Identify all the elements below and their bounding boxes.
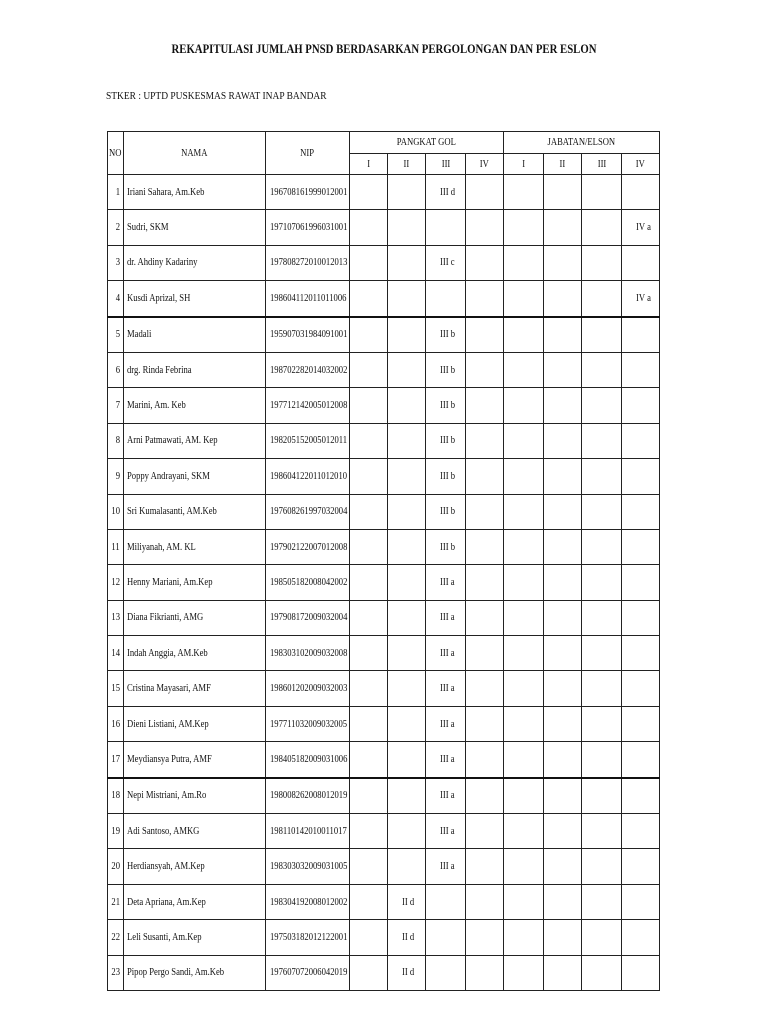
- row-eselon-3: [582, 849, 622, 884]
- row-eselon-2: [544, 494, 582, 529]
- row-gol-1: [350, 317, 388, 353]
- row-nip: 197908172009032004: [266, 600, 350, 635]
- row-eselon-1: [504, 955, 544, 990]
- row-gol-2: [388, 317, 426, 353]
- row-gol-2: II d: [388, 884, 426, 919]
- row-eselon-3: [582, 459, 622, 494]
- row-eselon-4: IV a: [622, 210, 660, 245]
- row-gol-4: [466, 423, 504, 458]
- row-gol-1: [350, 778, 388, 814]
- row-nip: 198604112011011006: [266, 281, 350, 317]
- row-nama: Herdiansyah, AM.Kep: [124, 849, 266, 884]
- row-no: 18: [108, 778, 124, 814]
- row-eselon-2: [544, 778, 582, 814]
- row-eselon-2: [544, 955, 582, 990]
- row-gol-4: [466, 352, 504, 387]
- row-eselon-3: [582, 920, 622, 955]
- row-gol-1: [350, 423, 388, 458]
- row-eselon-1: [504, 636, 544, 671]
- row-gol-1: [350, 494, 388, 529]
- table-row: [108, 317, 660, 353]
- row-gol-4: [466, 317, 504, 353]
- row-eselon-2: [544, 706, 582, 741]
- row-gol-4: [466, 706, 504, 741]
- row-no: 5: [108, 317, 124, 353]
- row-gol-1: [350, 388, 388, 423]
- row-eselon-4: [622, 459, 660, 494]
- table-row: [108, 423, 660, 458]
- row-eselon-1: [504, 245, 544, 280]
- header-no: NO: [108, 132, 124, 175]
- row-eselon-3: [582, 955, 622, 990]
- row-eselon-4: [622, 742, 660, 778]
- row-gol-2: [388, 281, 426, 317]
- table-row: [108, 529, 660, 564]
- row-eselon-2: [544, 742, 582, 778]
- row-no: 23: [108, 955, 124, 990]
- row-gol-2: II d: [388, 955, 426, 990]
- row-eselon-4: [622, 600, 660, 635]
- row-eselon-1: [504, 920, 544, 955]
- row-eselon-1: [504, 281, 544, 317]
- table-row: [108, 814, 660, 849]
- row-nip: 198405182009031006: [266, 742, 350, 778]
- row-gol-4: [466, 955, 504, 990]
- row-eselon-3: [582, 494, 622, 529]
- row-gol-2: [388, 671, 426, 706]
- row-eselon-1: [504, 565, 544, 600]
- row-gol-3: III d: [426, 175, 466, 210]
- row-eselon-4: [622, 423, 660, 458]
- row-eselon-2: [544, 671, 582, 706]
- row-gol-3: [426, 281, 466, 317]
- row-eselon-2: [544, 423, 582, 458]
- row-nama: drg. Rinda Febrina: [124, 352, 266, 387]
- row-gol-4: [466, 388, 504, 423]
- table-row: [108, 494, 660, 529]
- row-nip: 197503182012122001: [266, 920, 350, 955]
- row-nip: 198604122011012010: [266, 459, 350, 494]
- row-eselon-4: [622, 778, 660, 814]
- row-nama: dr. Ahdiny Kadariny: [124, 245, 266, 280]
- row-gol-1: [350, 706, 388, 741]
- row-eselon-3: [582, 565, 622, 600]
- row-eselon-2: [544, 600, 582, 635]
- row-eselon-4: [622, 388, 660, 423]
- row-gol-3: III b: [426, 352, 466, 387]
- row-no: 11: [108, 529, 124, 564]
- row-nama: Meydiansya Putra, AMF: [124, 742, 266, 778]
- row-nip: 197712142005012008: [266, 388, 350, 423]
- table-body: [108, 175, 660, 991]
- row-gol-1: [350, 245, 388, 280]
- row-eselon-3: [582, 671, 622, 706]
- row-no: 6: [108, 352, 124, 387]
- row-eselon-4: IV a: [622, 281, 660, 317]
- row-gol-1: [350, 565, 388, 600]
- row-gol-4: [466, 210, 504, 245]
- row-nama: Sri Kumalasanti, AM.Keb: [124, 494, 266, 529]
- row-gol-3: III b: [426, 423, 466, 458]
- row-gol-3: III b: [426, 317, 466, 353]
- row-eselon-1: [504, 210, 544, 245]
- row-eselon-1: [504, 671, 544, 706]
- table-row: [108, 884, 660, 919]
- table-row: [108, 955, 660, 990]
- row-nip: 198304192008012002: [266, 884, 350, 919]
- row-eselon-4: [622, 565, 660, 600]
- header-eselon-iv: IV: [622, 154, 660, 175]
- row-eselon-2: [544, 352, 582, 387]
- row-no: 9: [108, 459, 124, 494]
- row-gol-3: III a: [426, 742, 466, 778]
- row-gol-1: [350, 636, 388, 671]
- row-gol-4: [466, 529, 504, 564]
- row-gol-3: [426, 210, 466, 245]
- row-nip: 197902122007012008: [266, 529, 350, 564]
- row-nama: Miliyanah, AM. KL: [124, 529, 266, 564]
- row-nama: Dieni Listiani, AM.Kep: [124, 706, 266, 741]
- row-gol-3: III a: [426, 565, 466, 600]
- row-eselon-3: [582, 175, 622, 210]
- row-gol-2: [388, 352, 426, 387]
- row-gol-4: [466, 742, 504, 778]
- row-eselon-1: [504, 884, 544, 919]
- row-gol-1: [350, 849, 388, 884]
- row-eselon-1: [504, 529, 544, 564]
- header-eselon-iii: III: [582, 154, 622, 175]
- row-eselon-3: [582, 778, 622, 814]
- row-nip: 195907031984091001: [266, 317, 350, 353]
- table-row: [108, 352, 660, 387]
- row-gol-2: [388, 778, 426, 814]
- table-row: [108, 849, 660, 884]
- header-gol-ii: II: [388, 154, 426, 175]
- row-eselon-1: [504, 494, 544, 529]
- table-row: [108, 920, 660, 955]
- row-nip: 198303102009032008: [266, 636, 350, 671]
- row-nip: 197107061996031001: [266, 210, 350, 245]
- table-row: [108, 245, 660, 280]
- row-eselon-2: [544, 175, 582, 210]
- row-no: 2: [108, 210, 124, 245]
- row-eselon-3: [582, 814, 622, 849]
- header-pangkat-gol: PANGKAT GOL: [350, 132, 504, 154]
- row-gol-2: [388, 565, 426, 600]
- row-eselon-1: [504, 814, 544, 849]
- row-eselon-4: [622, 175, 660, 210]
- table-row: [108, 459, 660, 494]
- row-gol-3: [426, 920, 466, 955]
- row-nama: Leli Susanti, Am.Kep: [124, 920, 266, 955]
- row-gol-2: [388, 175, 426, 210]
- row-gol-3: III a: [426, 671, 466, 706]
- row-gol-2: [388, 849, 426, 884]
- row-gol-4: [466, 245, 504, 280]
- row-nip: 198601202009032003: [266, 671, 350, 706]
- row-eselon-1: [504, 778, 544, 814]
- row-nama: Iriani Sahara, Am.Keb: [124, 175, 266, 210]
- table-row: [108, 636, 660, 671]
- row-gol-4: [466, 671, 504, 706]
- row-nama: Pipop Pergo Sandi, Am.Keb: [124, 955, 266, 990]
- header-nip: NIP: [266, 132, 350, 175]
- row-no: 3: [108, 245, 124, 280]
- table-row: [108, 565, 660, 600]
- row-eselon-1: [504, 317, 544, 353]
- row-eselon-3: [582, 245, 622, 280]
- row-gol-4: [466, 600, 504, 635]
- row-gol-1: [350, 175, 388, 210]
- row-gol-3: III a: [426, 814, 466, 849]
- table-row: [108, 210, 660, 245]
- work-unit-line: STKER : UPTD PUSKESMAS RAWAT INAP BANDAR: [106, 90, 327, 102]
- row-eselon-4: [622, 955, 660, 990]
- row-eselon-2: [544, 920, 582, 955]
- row-nama: Deta Apriana, Am.Kep: [124, 884, 266, 919]
- row-nama: Marini, Am. Keb: [124, 388, 266, 423]
- row-nama: Adi Santoso, AMKG: [124, 814, 266, 849]
- row-no: 13: [108, 600, 124, 635]
- row-eselon-2: [544, 565, 582, 600]
- row-nama: Henny Mariani, Am.Kep: [124, 565, 266, 600]
- row-nama: Indah Anggia, AM.Keb: [124, 636, 266, 671]
- row-gol-2: [388, 210, 426, 245]
- row-nip: 196708161999012001: [266, 175, 350, 210]
- row-no: 10: [108, 494, 124, 529]
- row-gol-4: [466, 849, 504, 884]
- row-eselon-3: [582, 352, 622, 387]
- row-eselon-2: [544, 210, 582, 245]
- row-eselon-2: [544, 388, 582, 423]
- row-eselon-3: [582, 884, 622, 919]
- table-row: [108, 388, 660, 423]
- row-eselon-3: [582, 636, 622, 671]
- row-eselon-2: [544, 529, 582, 564]
- row-eselon-3: [582, 742, 622, 778]
- row-gol-2: [388, 459, 426, 494]
- row-no: 15: [108, 671, 124, 706]
- row-gol-1: [350, 742, 388, 778]
- row-eselon-3: [582, 281, 622, 317]
- row-gol-1: [350, 529, 388, 564]
- row-nip: 197607072006042019: [266, 955, 350, 990]
- row-nip: 198008262008012019: [266, 778, 350, 814]
- row-gol-4: [466, 636, 504, 671]
- row-gol-3: III a: [426, 636, 466, 671]
- row-eselon-3: [582, 317, 622, 353]
- row-eselon-1: [504, 352, 544, 387]
- row-eselon-4: [622, 884, 660, 919]
- row-gol-1: [350, 600, 388, 635]
- row-no: 7: [108, 388, 124, 423]
- table-row: [108, 706, 660, 741]
- row-gol-3: III c: [426, 245, 466, 280]
- row-gol-4: [466, 175, 504, 210]
- row-eselon-4: [622, 706, 660, 741]
- row-eselon-1: [504, 388, 544, 423]
- row-nama: Nepi Mistriani, Am.Ro: [124, 778, 266, 814]
- row-eselon-4: [622, 317, 660, 353]
- header-jabatan-elson: JABATAN/ELSON: [504, 132, 660, 154]
- row-eselon-4: [622, 849, 660, 884]
- header-eselon-i: I: [504, 154, 544, 175]
- row-gol-3: III a: [426, 600, 466, 635]
- row-nip: 198110142010011017: [266, 814, 350, 849]
- row-nip: 197808272010012013: [266, 245, 350, 280]
- row-nama: Arni Patmawati, AM. Kep: [124, 423, 266, 458]
- row-eselon-4: [622, 352, 660, 387]
- row-gol-4: [466, 920, 504, 955]
- row-eselon-3: [582, 423, 622, 458]
- row-gol-1: [350, 459, 388, 494]
- row-no: 22: [108, 920, 124, 955]
- row-eselon-2: [544, 317, 582, 353]
- row-gol-2: [388, 529, 426, 564]
- row-eselon-4: [622, 920, 660, 955]
- row-gol-3: III b: [426, 494, 466, 529]
- row-eselon-2: [544, 636, 582, 671]
- row-eselon-1: [504, 849, 544, 884]
- header-eselon-ii: II: [544, 154, 582, 175]
- row-no: 20: [108, 849, 124, 884]
- row-eselon-2: [544, 281, 582, 317]
- row-nip: 198205152005012011: [266, 423, 350, 458]
- row-gol-3: III a: [426, 778, 466, 814]
- row-nip: 198505182008042002: [266, 565, 350, 600]
- header-nama: NAMA: [124, 132, 266, 175]
- row-gol-2: [388, 636, 426, 671]
- row-eselon-1: [504, 742, 544, 778]
- row-eselon-1: [504, 600, 544, 635]
- row-no: 14: [108, 636, 124, 671]
- row-no: 4: [108, 281, 124, 317]
- row-eselon-4: [622, 529, 660, 564]
- row-gol-3: III a: [426, 849, 466, 884]
- row-gol-1: [350, 920, 388, 955]
- row-gol-2: [388, 814, 426, 849]
- row-gol-3: III b: [426, 388, 466, 423]
- row-eselon-2: [544, 884, 582, 919]
- table-row: [108, 281, 660, 317]
- row-gol-3: III a: [426, 706, 466, 741]
- row-eselon-1: [504, 175, 544, 210]
- row-gol-3: [426, 955, 466, 990]
- row-gol-4: [466, 814, 504, 849]
- row-gol-2: [388, 706, 426, 741]
- row-no: 12: [108, 565, 124, 600]
- row-nip: 198702282014032002: [266, 352, 350, 387]
- table-row: [108, 600, 660, 635]
- row-eselon-2: [544, 849, 582, 884]
- row-eselon-4: [622, 636, 660, 671]
- row-gol-1: [350, 814, 388, 849]
- row-no: 1: [108, 175, 124, 210]
- row-eselon-3: [582, 388, 622, 423]
- row-eselon-2: [544, 245, 582, 280]
- row-no: 16: [108, 706, 124, 741]
- row-nip: 198303032009031005: [266, 849, 350, 884]
- table-row: [108, 175, 660, 210]
- row-nama: Madali: [124, 317, 266, 353]
- row-gol-3: III b: [426, 459, 466, 494]
- pnsd-table: [107, 131, 660, 991]
- header-gol-i: I: [350, 154, 388, 175]
- row-gol-4: [466, 281, 504, 317]
- row-nama: Poppy Andrayani, SKM: [124, 459, 266, 494]
- header-gol-iii: III: [426, 154, 466, 175]
- row-eselon-2: [544, 814, 582, 849]
- row-no: 17: [108, 742, 124, 778]
- row-eselon-1: [504, 706, 544, 741]
- row-eselon-4: [622, 814, 660, 849]
- row-eselon-1: [504, 459, 544, 494]
- row-eselon-4: [622, 494, 660, 529]
- row-eselon-4: [622, 245, 660, 280]
- row-gol-2: [388, 742, 426, 778]
- row-gol-2: [388, 245, 426, 280]
- page-title: REKAPITULASI JUMLAH PNSD BERDASARKAN PERGOLONGAN DAN PER ESLON: [171, 42, 597, 56]
- row-gol-2: [388, 494, 426, 529]
- row-eselon-3: [582, 210, 622, 245]
- row-gol-1: [350, 210, 388, 245]
- row-gol-2: [388, 600, 426, 635]
- row-no: 19: [108, 814, 124, 849]
- row-nip: 197608261997032004: [266, 494, 350, 529]
- header-gol-iv: IV: [466, 154, 504, 175]
- row-gol-1: [350, 352, 388, 387]
- row-nama: Diana Fikrianti, AMG: [124, 600, 266, 635]
- row-gol-4: [466, 459, 504, 494]
- row-no: 8: [108, 423, 124, 458]
- row-eselon-1: [504, 423, 544, 458]
- row-eselon-3: [582, 706, 622, 741]
- table-row: [108, 671, 660, 706]
- row-no: 21: [108, 884, 124, 919]
- row-gol-1: [350, 671, 388, 706]
- row-nama: Kusdi Aprizal, SH: [124, 281, 266, 317]
- row-gol-2: [388, 388, 426, 423]
- row-eselon-3: [582, 529, 622, 564]
- row-gol-4: [466, 778, 504, 814]
- row-gol-3: [426, 884, 466, 919]
- row-gol-2: [388, 423, 426, 458]
- row-gol-4: [466, 565, 504, 600]
- table-row: [108, 778, 660, 814]
- row-gol-4: [466, 494, 504, 529]
- row-eselon-4: [622, 671, 660, 706]
- row-gol-3: III b: [426, 529, 466, 564]
- row-gol-1: [350, 884, 388, 919]
- row-gol-1: [350, 955, 388, 990]
- row-gol-1: [350, 281, 388, 317]
- row-gol-2: II d: [388, 920, 426, 955]
- row-nama: Cristina Mayasari, AMF: [124, 671, 266, 706]
- row-nip: 197711032009032005: [266, 706, 350, 741]
- table-row: [108, 742, 660, 778]
- row-nama: Sudri, SKM: [124, 210, 266, 245]
- row-eselon-3: [582, 600, 622, 635]
- row-eselon-2: [544, 459, 582, 494]
- row-gol-4: [466, 884, 504, 919]
